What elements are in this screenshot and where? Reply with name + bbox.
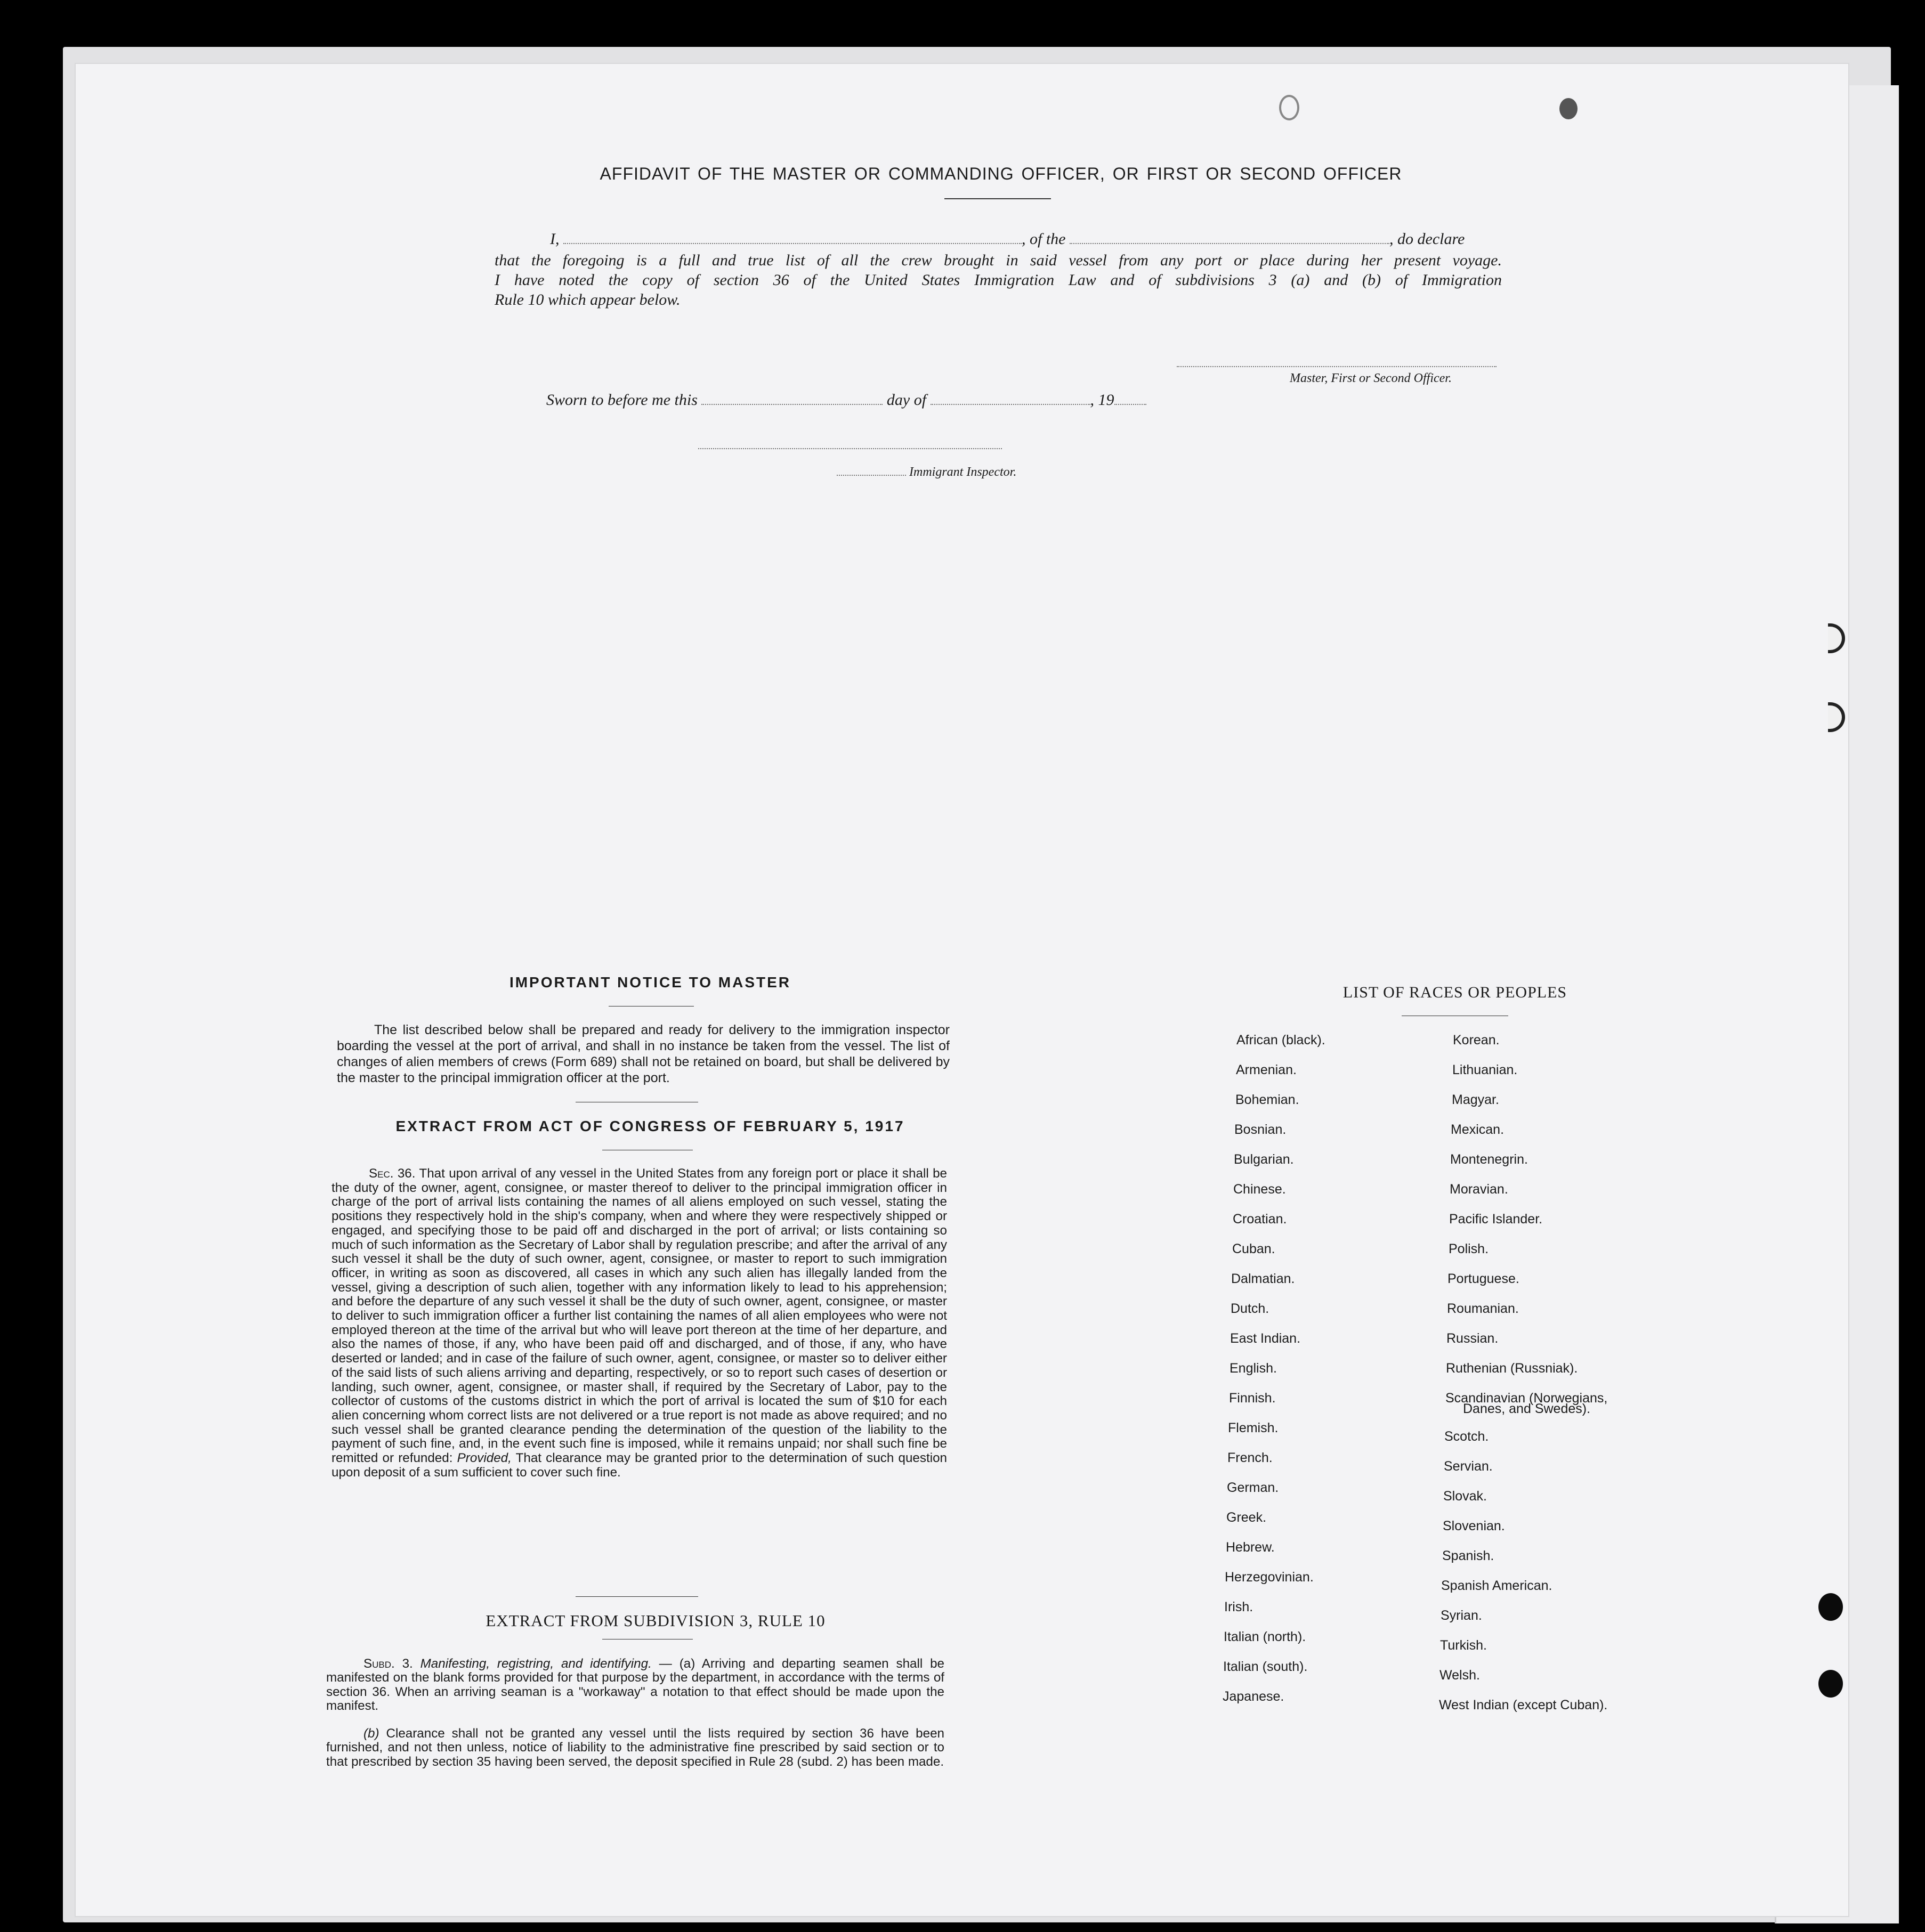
- race-item: West Indian (except Cuban).: [1439, 1698, 1608, 1712]
- race-item: Montenegrin.: [1450, 1152, 1528, 1167]
- punch-hole-icon: [1818, 1593, 1843, 1621]
- race-item: Armenian.: [1236, 1062, 1297, 1077]
- punch-hole-icon: [1559, 98, 1578, 119]
- act-body: That upon arrival of any vessel in the United States from any foreign port or place it shall be the duty of the owner, agent, consignee, or master thereof to deliver to the principal immigration officer in charge of the port of arrival lists containing the names of all aliens employed on such vessel, stating the positions they respectively hold in the ship's company, when and where they were respectively shipped or engaged, and specifying those to be paid off and discharged in the port of arrival; or lists containing so much of such information as the Secretary of Labor shall by regulation prescribe; and after the arrival of any such vessel it shall be the duty of such owner, agent, consignee, or master to report to such immigration officer, in writing as soon as discovered, all cases in which any such alien has illegally landed from the vessel, giving a description of such alien, together with any information likely to lead to his apprehension; and before the departure of any such vessel it shall be the duty of such owner, agent, consignee, or master to deliver to such immigration officer a further list containing the names of all alien employees who were not employed thereon at the time of the arrival but who will leave port thereon at the time of her departure, and also the names of those, if any, who have been paid off and discharged, and of those, if any, who have deserted or landed; and in case of the failure of such owner, agent, consignee, or master so to deliver either of the said lists of such aliens arriving and departing, respectively, or so to report such cases of desertion or landing, such owner, agent, consignee, or master shall, if required by the Secretary of Labor, pay to the collector of customs of the customs district in which the port of arrival is located the sum of $10 for each alien concerning whom correct lists are not delivered or a true report is not made as above required; and no such vessel shall be granted clearance pending the determination of the question of the liability to the payment of such fine, and, in the event such fine is imposed, while it remains unpaid; nor shall such fine be remitted or refunded:: [331, 1166, 947, 1466]
- inspector-label: [837, 462, 1016, 482]
- vessel-blank[interactable]: [1070, 242, 1389, 244]
- race-item: English.: [1230, 1361, 1277, 1376]
- race-item: Italian (north).: [1224, 1629, 1306, 1644]
- races-heading: LIST OF RACES OR PEOPLES: [1342, 984, 1567, 1001]
- rule-para-a: — (a) Arriving and departing seamen shall be manifested on the blank forms provided for that purpose by the department, in accordance with the terms of section 36. When an arriving seaman is a "workaway" a notation to that effect should be made upon the manifest.: [326, 1657, 944, 1713]
- affidavit-of-the: , of the: [1022, 230, 1066, 248]
- act-body-end: That clearance may be granted prior to the determination of such question upon deposit of a sum sufficient to cover such fine.: [331, 1451, 947, 1480]
- affidavit-title: AFFIDAVIT OF THE MASTER OR COMMANDING OFFICER, OR FIRST OR SECOND OFFICER: [600, 164, 1402, 183]
- race-item: Croatian.: [1233, 1212, 1287, 1227]
- rule-subd-a: [326, 1657, 944, 1713]
- race-item: Syrian.: [1441, 1608, 1482, 1623]
- master-signature-blank[interactable]: [1177, 366, 1497, 367]
- month-blank[interactable]: [931, 403, 1090, 405]
- name-blank[interactable]: [563, 242, 1022, 244]
- sworn-line: [546, 390, 1146, 410]
- rule-subd-title: Manifesting, registring, and identifying.: [420, 1657, 652, 1671]
- race-item: Ruthenian (Russniak).: [1446, 1361, 1578, 1376]
- race-item: Turkish.: [1440, 1638, 1487, 1653]
- race-item: Japanese.: [1223, 1689, 1284, 1704]
- title-rule: [944, 198, 1051, 199]
- rule-para-b-label: (b): [363, 1726, 379, 1741]
- race-item: German.: [1227, 1480, 1279, 1495]
- race-item: Portuguese.: [1447, 1271, 1519, 1286]
- race-item: Russian.: [1446, 1331, 1499, 1346]
- race-item: Slovak.: [1443, 1489, 1487, 1504]
- race-item: Servian.: [1444, 1459, 1493, 1474]
- race-item-continuation: Danes, and Swedes).: [1463, 1401, 1591, 1416]
- sworn-prefix: Sworn to before me this: [546, 391, 698, 409]
- race-item: Magyar.: [1452, 1092, 1499, 1107]
- affidavit-line-2: that the foregoing is a full and true list of all the crew brought in said vessel from any port or place during her present voyage.: [495, 251, 1502, 269]
- race-item: Bosnian.: [1234, 1122, 1287, 1137]
- race-item: Flemish.: [1228, 1420, 1279, 1435]
- act-text: [331, 1167, 947, 1480]
- sworn-year: , 19: [1090, 391, 1114, 409]
- race-item: Irish.: [1224, 1600, 1253, 1614]
- race-item: Moravian.: [1450, 1182, 1508, 1197]
- act-sec-label: Sec. 36.: [369, 1166, 416, 1181]
- affidavit-i: I,: [550, 230, 560, 248]
- race-item: Welsh.: [1439, 1668, 1480, 1683]
- race-item: Lithuanian.: [1452, 1062, 1518, 1077]
- race-item: Polish.: [1449, 1241, 1489, 1256]
- race-item: Bohemian.: [1235, 1092, 1299, 1107]
- rule-heading: EXTRACT FROM SUBDIVISION 3, RULE 10: [486, 1611, 826, 1630]
- race-item: Spanish.: [1442, 1548, 1494, 1563]
- race-item: Korean.: [1453, 1033, 1500, 1048]
- act-provided: Provided,: [457, 1451, 512, 1466]
- race-item: French.: [1227, 1450, 1273, 1465]
- inspector-signature-blank[interactable]: [698, 448, 1002, 449]
- race-item: Scotch.: [1444, 1429, 1489, 1444]
- notice-text: The list described below shall be prepared and ready for delivery to the immigration inspector boarding the vessel at the port of arrival, and shall in no instance be taken from the vessel. The list of changes of alien members of crews (Form 689) shall not be retained on board, but shall be delivered by the master to the principal immigration officer at the port.: [337, 1022, 950, 1085]
- race-item: Chinese.: [1233, 1182, 1286, 1197]
- act-heading: EXTRACT FROM ACT OF CONGRESS OF FEBRUARY 5, 1917: [395, 1118, 905, 1134]
- race-item: Greek.: [1226, 1510, 1267, 1525]
- inspector-dots: [837, 474, 906, 476]
- notice-heading: IMPORTANT NOTICE TO MASTER: [509, 974, 791, 991]
- affidavit-line-1: [550, 229, 1465, 249]
- race-item: Roumanian.: [1447, 1301, 1519, 1316]
- affidavit-line-4: Rule 10 which appear below.: [495, 291, 681, 309]
- day-blank[interactable]: [701, 403, 883, 405]
- race-item: Dutch.: [1231, 1301, 1269, 1316]
- race-item: Finnish.: [1229, 1391, 1276, 1406]
- affidavit-line-3: I have noted the copy of section 36 of the United States Immigration Law and of subdivisions 3 (a) and (b) of Immigration: [495, 271, 1502, 289]
- rule-para-b: Clearance shall not be granted any vessel until the lists required by section 36 have been furnished, and not then unless, notice of liability to the administrative fine prescribed by said section or to that prescribed by section 35 having been served, the deposit specified in Rule 28 (subd. 2) has been made.: [326, 1726, 944, 1769]
- punch-hole-icon: [1279, 95, 1299, 120]
- race-item: East Indian.: [1230, 1331, 1301, 1346]
- race-item: Mexican.: [1451, 1122, 1505, 1137]
- race-item: Cuban.: [1232, 1241, 1275, 1256]
- rule-subd-b: [326, 1727, 944, 1769]
- race-item: African (black).: [1236, 1033, 1325, 1048]
- rule-subd-label: Subd. 3.: [363, 1657, 413, 1671]
- race-item: Spanish American.: [1441, 1578, 1552, 1593]
- race-item: Italian (south).: [1223, 1659, 1308, 1674]
- race-item: Bulgarian.: [1234, 1152, 1294, 1167]
- race-item: Slovenian.: [1443, 1519, 1505, 1533]
- inspector-label-text: Immigrant Inspector.: [909, 465, 1017, 479]
- race-item: Herzegovinian.: [1225, 1570, 1314, 1585]
- race-item: Hebrew.: [1226, 1540, 1275, 1555]
- year-blank[interactable]: [1114, 403, 1146, 405]
- race-item: Pacific Islander.: [1449, 1212, 1543, 1227]
- race-item: Dalmatian.: [1231, 1271, 1295, 1286]
- race-item: Scandinavian (Norwegians,: [1445, 1391, 1608, 1406]
- sworn-day: day of: [886, 391, 927, 409]
- punch-hole-icon: [1818, 1670, 1843, 1698]
- affidavit-declare: , do declare: [1389, 230, 1465, 248]
- separator-rule: [576, 1596, 698, 1597]
- master-label: Master, First or Second Officer.: [1290, 371, 1452, 385]
